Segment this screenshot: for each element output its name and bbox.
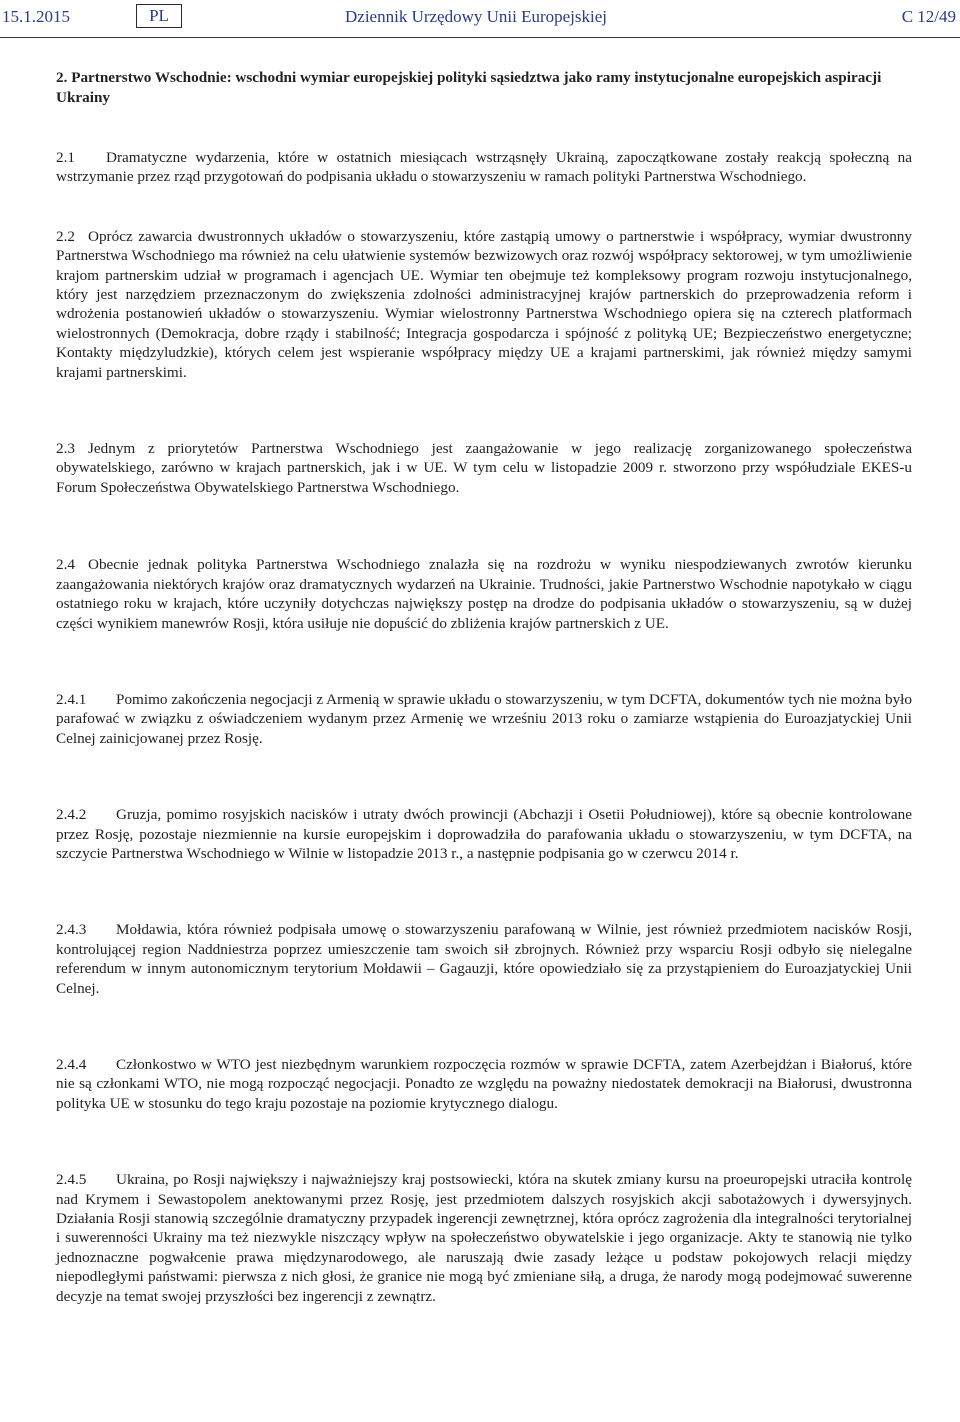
paragraph-number: 2.1 bbox=[56, 149, 75, 166]
paragraph-number: 2.4.1 bbox=[56, 690, 87, 708]
paragraph-2-4-2 bbox=[56, 805, 912, 863]
paragraph-2-2 bbox=[56, 227, 912, 382]
paragraph-text: Oprócz zawarcia dwustronnych układów o stowarzyszeniu, które zastąpią umowy o partnerstwie i współpracy, wymiar dwustronny Partnerstwa Wschodniego ma również na celu ułatwienie systemów bezwizowych oraz rozwój współpracy sektorowej, w tym umożliwienie krajom partnerskim udział w programach i agencjach UE. Wymiar ten obejmuje też kompleksowy program rozwoju instytucjonalnego, który jest narzędziem przeznaczonym do zwiększenia zdolności administracyjnej krajów partnerskich do przeprowadzenia reform i wdrożenia postanowień układów o stowarzyszeniu. Wymiar wielostronny Partnerstwa Wschodniego opiera się na czterech platformach wielostronnych (Demokracja, dobre rządy i stabilność; Integracja gospodarcza i spójność z polityką UE; Bezpieczeństwo energetyczne; Kontakty międzyludzkie), których celem jest wspieranie współpracy między UE a krajami partnerskimi, jak również między samymi krajami partnerskimi. bbox=[56, 227, 912, 381]
paragraph-2-4-1 bbox=[56, 690, 912, 748]
language-badge: PL bbox=[136, 4, 182, 28]
paragraph-number: 2.4 bbox=[56, 556, 75, 574]
paragraph-number: 2.3 bbox=[56, 440, 75, 458]
paragraph-2-4 bbox=[56, 555, 912, 633]
paragraph-2-4-3 bbox=[56, 920, 912, 998]
publication-date: 15.1.2015 bbox=[2, 7, 70, 26]
paragraph-text: Jednym z priorytetów Partnerstwa Wschodniego jest zaangażowanie w jego realizację zorganizowanego społeczeństwa obywatelskiego, zarówno w krajach partnerskich, jak i w UE. W tym celu w listopadzie 2009 r. stworzono przy współudziale EKES-u Forum Społeczeństwa Obywatelskiego Partnerstwa Wschodniego. bbox=[56, 440, 912, 496]
paragraph-number: 2.4.2 bbox=[56, 806, 87, 824]
paragraph-text: Członkostwo w WTO jest niezbędnym warunkiem rozpoczęcia rozmów w sprawie DCFTA, zatem Azerbejdżan i Białoruś, które nie są członkami WTO, nie mogą rozpocząć negocjacji. Ponadto ze względu na poważny niedostatek demokracji na Białorusi, dwustronna polityka UE w stosunku do tego kraju pozostaje na poziomie krytycznego dialogu. bbox=[56, 1055, 912, 1112]
paragraph-number: 2.2 bbox=[56, 227, 75, 245]
paragraph-text: Gruzja, pomimo rosyjskich nacisków i utraty dwóch prowincji (Abchazji i Osetii Południowej), które są obecnie kontrolowane przez Rosję, pozostaje niezmiennie na kursie europejskim i doprowadziła do parafowania układu o stowarzyszeniu, w tym DCFTA, na szczycie Partnerstwa Wschodniego w Wilnie w listopadzie 2013 r., a następnie podpisania go w czerwcu 2014 r. bbox=[56, 806, 912, 862]
header-divider bbox=[0, 37, 960, 38]
section-title: 2. Partnerstwo Wschodnie: wschodni wymiar europejskiej polityki sąsiedztwa jako ramy instytucjonalne europejskich aspiracji Ukrainy bbox=[56, 69, 882, 106]
paragraph-text: Dramatyczne wydarzenia, które w ostatnich miesiącach wstrząsnęły Ukrainą, zapoczątkowane zostały reakcją społeczną na wstrzymanie przez rząd przygotowań do podpisania układu o stowarzyszeniu w ramach polityki Partnerstwa Wschodniego. bbox=[56, 149, 912, 186]
paragraph-2-1 bbox=[56, 148, 912, 187]
paragraph-number: 2.4.4 bbox=[56, 1055, 87, 1073]
paragraph-number: 2.4.5 bbox=[56, 1171, 87, 1189]
document-body bbox=[56, 68, 912, 1306]
paragraph-text: Obecnie jednak polityka Partnerstwa Wschodniego znalazła się na rozdrożu w wyniku niespodziewanych zwrotów kierunku zaangażowania niektórych krajów oraz dramatycznych wydarzeń na Ukrainie. Trudności, jakie Partnerstwo Wschodnie napotykało w ciągu ostatniego roku w krajach, które uczyniły dotychczas największy postęp na drodze do podpisania układów o stowarzyszeniu, są w dużej części wynikiem manewrów Rosji, która usiłuje nie dopuścić do zbliżenia krajów partnerskich z UE. bbox=[56, 556, 912, 632]
paragraph-text: Pomimo zakończenia negocjacji z Armenią w sprawie układu o stowarzyszeniu, w tym DCFTA, dokumentów tych nie można było parafować w związku z oświadczeniem wydanym przez Armenię we wrześniu 2013 roku o zamiarze wstąpienia do Euroazjatyckiej Unii Celnej zainicjowanej przez Rosję. bbox=[56, 690, 912, 747]
paragraph-2-4-5 bbox=[56, 1170, 912, 1306]
paragraph-text: Mołdawia, która również podpisała umowę o stowarzyszeniu parafowaną w Wilnie, jest również przedmiotem nacisków Rosji, kontrolującej region Naddniestrza poprzez umieszczenie tam swoich sił zbrojnych. Również przy wsparciu Rosji odbyło się nielegalne referendum w innym autonomicznym terytorium Mołdawii – Gagauzji, które opowiedziało się za przystąpieniem do Euroazjatyckiej Unii Celnej. bbox=[56, 921, 912, 997]
page-reference: C 12/49 bbox=[901, 7, 956, 26]
page-header bbox=[0, 0, 960, 40]
paragraph-2-3 bbox=[56, 439, 912, 497]
paragraph-2-4-4 bbox=[56, 1055, 912, 1113]
journal-title: Dziennik Urzędowy Unii Europejskiej bbox=[345, 7, 608, 26]
paragraph-number: 2.4.3 bbox=[56, 921, 87, 939]
paragraph-text: Ukraina, po Rosji największy i najważniejszy kraj postsowiecki, która na skutek zmiany kursu na proeuropejski utraciła kontrolę nad Krymem i Sewastopolem anektowanymi przez Rosję, jest przedmiotem dalszych rosyjskich akcji sabotażowych i dywersyjnych. Działania Rosji stanowią szczególnie dramatyczny przypadek ingerencji zewnętrznej, która oprócz zagrożenia dla integralności terytorialnej i suwerenności Ukrainy ma też niezwykle niszczący wpływ na społeczeństwo obywatelskie i jego organizacje. Akty te stanowią nie tylko jednoznaczne pogwałcenie prawa międzynarodowego, ale naruszają dwie zasady leżące u podstaw pokojowych relacji między niepodległymi państwami: pierwsza z nich głosi, że granice nie mogą być zmieniane siłą, a druga, że narody mogą podejmować suwerenne decyzje na temat swojej przyszłości bez ingerencji z zewnątrz. bbox=[56, 1171, 912, 1305]
